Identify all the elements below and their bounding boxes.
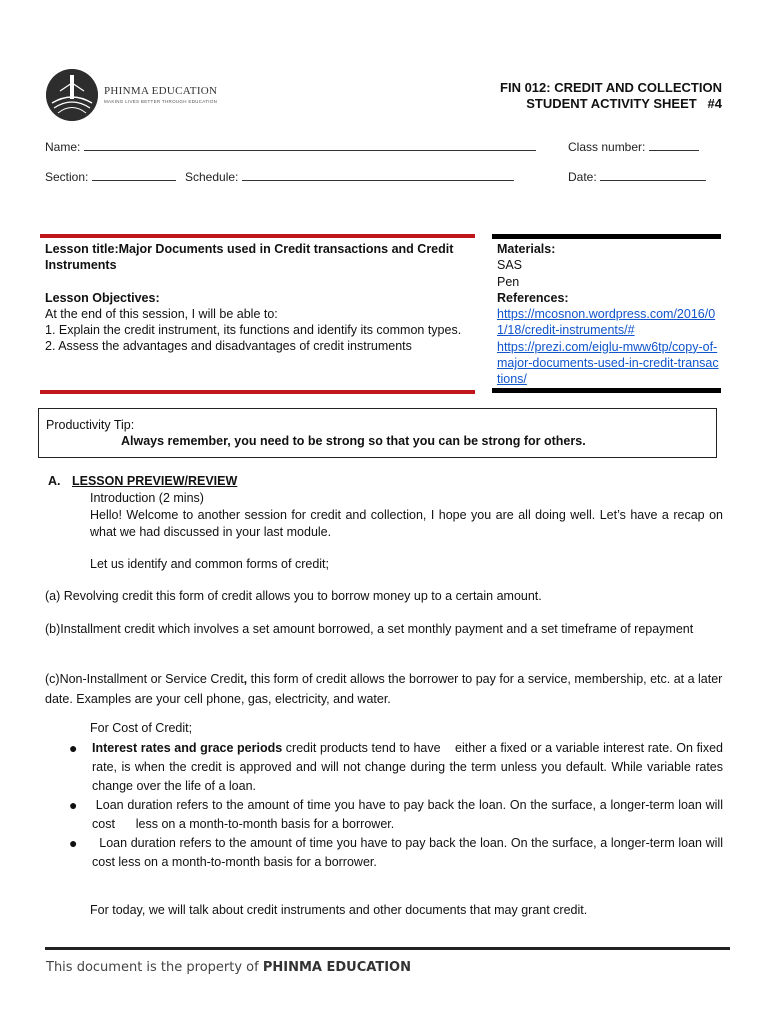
phinma-logo-emblem-icon (46, 69, 98, 121)
section-field[interactable] (45, 170, 176, 184)
materials-top-bar (492, 234, 721, 239)
section-a-heading (48, 474, 237, 488)
installment-credit-paragraph: (b)Installment credit which involves a set amount borrowed, a set monthly payment and a set timeframe of repayment (45, 622, 694, 636)
reference-link-2[interactable]: https://prezi.com/eiglu-mww6tp/copy-of-major-documents-used-in-credit-transactions/ (497, 339, 719, 387)
identify-paragraph: Let us identify and common forms of credit; (90, 557, 329, 571)
service-credit-prefix: (c)Non-Installment or Service Credit (45, 672, 244, 686)
date-label: Date: (568, 170, 597, 184)
section-title: LESSON PREVIEW/REVIEW (71, 474, 238, 488)
objectives-intro: At the end of this session, I will be able to: (45, 306, 278, 321)
footer-prefix: This document is the property of (46, 960, 263, 975)
material-item: SAS (497, 258, 523, 273)
bullet-bold: Interest rates and grace periods (92, 741, 283, 755)
tip-text: Always remember, you need to be strong so that you can be strong for others. (121, 434, 586, 448)
references-label: References: (497, 290, 569, 305)
lesson-title-label: Lesson title: (45, 242, 119, 256)
bullet-icon: ● (69, 797, 78, 813)
objective-1: 1. Explain the credit instrument, its functions and identify its common types. (45, 323, 462, 338)
reference-link-1[interactable]: https://mcosnon.wordpress.com/2016/01/18/credit-instruments/# (497, 307, 716, 338)
section-label: Section: (45, 170, 89, 184)
date-field[interactable] (568, 170, 706, 184)
service-credit-text: this form of credit allows the borrower to pay for a service, membership, etc. at a later date. Examples are your cell phone, gas, electricity, and water. (45, 672, 723, 706)
class-number-field[interactable] (568, 140, 699, 154)
footer-owner: PHINMA EDUCATION (262, 960, 411, 975)
name-blank[interactable] (84, 140, 536, 151)
cost-of-credit-list (69, 739, 727, 872)
date-blank[interactable] (600, 170, 706, 181)
document-title (500, 80, 722, 112)
schedule-field[interactable] (185, 170, 514, 184)
logo-name: PHINMA EDUCATION (104, 85, 218, 98)
bullet-icon: ● (69, 835, 78, 851)
sheet-title: STUDENT ACTIVITY SHEET #4 (526, 96, 722, 111)
bullet-text: Loan duration refers to the amount of time you have to pay back the loan. On the surface, a longer-term loan will cost less on a month-to-month basis for a borrower. (92, 836, 727, 869)
name-field[interactable] (45, 140, 536, 154)
bullet-icon: ● (69, 740, 78, 756)
revolving-credit-paragraph: (a) Revolving credit this form of credit allows you to borrow money up to a certain amount. (45, 589, 542, 603)
section-letter: A. (48, 474, 61, 488)
materials-bottom-bar (492, 388, 721, 393)
productivity-tip-box (38, 408, 717, 458)
cost-of-credit-label: For Cost of Credit; (90, 721, 193, 735)
list-item (69, 739, 727, 796)
service-credit-comma: , (243, 672, 248, 686)
lesson-bottom-bar (40, 390, 475, 394)
lesson-objectives-label: Lesson Objectives: (45, 290, 160, 305)
footer-text (46, 960, 411, 975)
course-title: FIN 012: CREDIT AND COLLECTION (500, 80, 722, 95)
phinma-logo (46, 66, 218, 124)
introduction-label: Introduction (2 mins) (90, 491, 204, 505)
class-number-label: Class number: (568, 140, 646, 154)
tip-label: Productivity Tip: (46, 418, 135, 432)
name-label: Name: (45, 140, 81, 154)
lesson-title-text: Major Documents used in Credit transactions and Credit Instruments (45, 242, 454, 273)
lesson-panel (45, 241, 473, 355)
objective-2: 2. Assess the advantages and disadvantages of credit instruments (45, 339, 412, 354)
welcome-paragraph: Hello! Welcome to another session for credit and collection, I hope you are all doing well. Let’s have a recap on what we had discussed in your last module. (90, 508, 723, 539)
today-paragraph: For today, we will talk about credit instruments and other documents that may grant credit. (90, 903, 588, 917)
lesson-top-bar (40, 234, 475, 238)
materials-label: Materials: (497, 242, 556, 256)
material-item: Pen (497, 274, 520, 289)
schedule-label: Schedule: (185, 170, 239, 184)
bullet-text: Loan duration refers to the amount of time you have to pay back the loan. On the surface, a longer-term loan will cost less on a month-to-month basis for a borrower. (92, 798, 727, 831)
lesson-title (45, 241, 473, 274)
list-item (69, 834, 727, 872)
logo-tagline: MAKING LIVES BETTER THROUGH EDUCATION (104, 98, 218, 104)
section-blank[interactable] (92, 170, 176, 181)
materials-panel (497, 241, 719, 388)
bullet-text: credit products tend to have either a fixed or a variable interest rate. On fixed rate, is when the credit is approved and will not change during the term unless you default. While variable rates change over the life of a loan. (92, 741, 727, 793)
footer-divider (45, 947, 730, 950)
class-number-blank[interactable] (649, 140, 699, 151)
schedule-blank[interactable] (242, 170, 514, 181)
list-item (69, 796, 727, 834)
service-credit-paragraph (45, 669, 725, 709)
